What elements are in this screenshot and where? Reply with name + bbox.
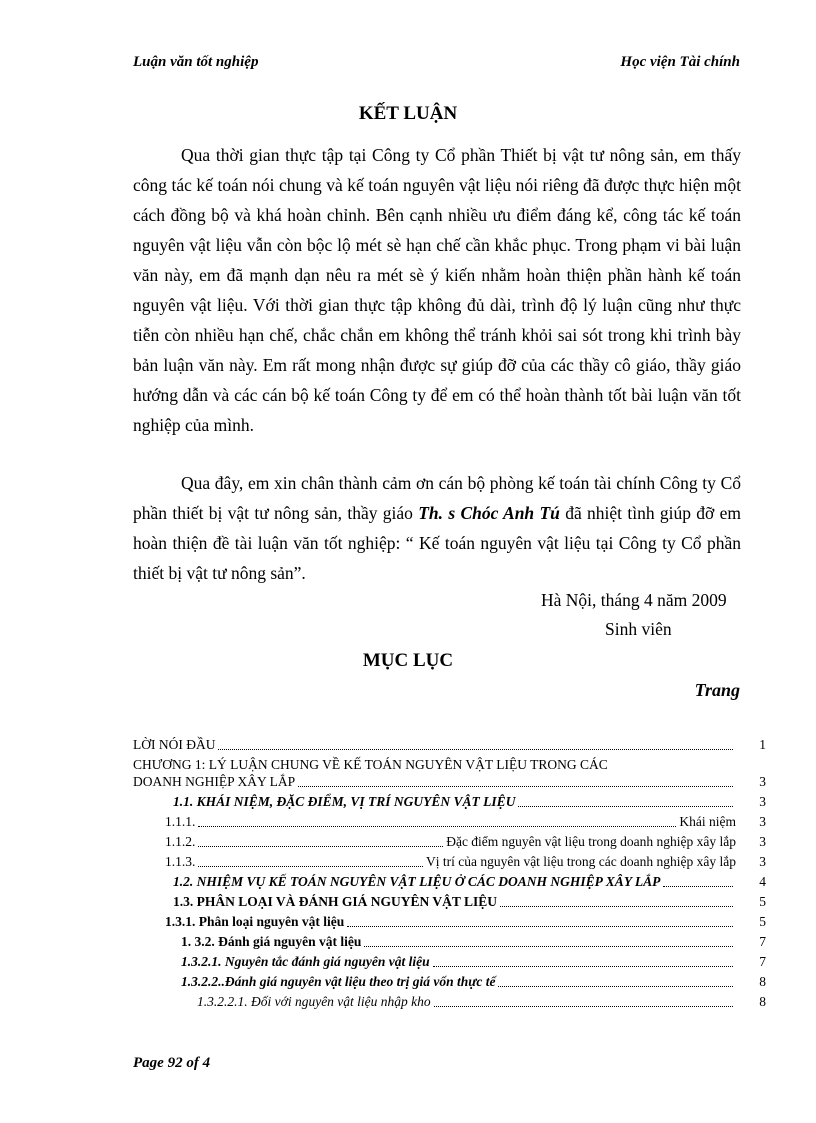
toc-entry[interactable]: 1.3.2.2..Đánh giá nguyên vật liệu theo trị giá vốn thực tế 8 <box>181 974 766 989</box>
toc-entry[interactable]: 1. 3.2. Đánh giá nguyên vật liệu 7 <box>181 934 766 949</box>
toc-entry[interactable]: 1.1.1. Khái niệm 3 <box>165 814 766 829</box>
toc-entry[interactable]: 1.1. KHÁI NIỆM, ĐẶC ĐIỂM, VỊ TRÍ NGUYÊN VẬT LIỆU 3 <box>173 794 766 809</box>
signature-date: Hà Nội, tháng 4 năm 2009 <box>541 590 727 610</box>
conclusion-paragraph-2: Qua đây, em xin chân thành cảm ơn cán bộ phòng kế toán tài chính Công ty Cổ phần thiết bị vật tư nông sản, thầy giáo Th. s Chóc Anh Tú đã nhiệt tình giúp đỡ em hoàn thiện đề tài luận văn tốt nghiệp: “ Kế toán nguyên vật liệu tại Công ty Cổ phần thiết bị vật tư nông sản”. <box>133 473 741 583</box>
toc-page-label: Trang <box>694 680 740 700</box>
toc-entry[interactable]: 1.1.2. Đặc điểm nguyên vật liệu trong doanh nghiệp xây lắp 3 <box>165 834 766 849</box>
conclusion-paragraph-1: Qua thời gian thực tập tại Công ty Cổ phần Thiết bị vật tư nông sản, em thấy công tác kế toán nói chung và kế toán nguyên vật liệu nói riêng đã được thực hiện một cách đồng bộ và khá hoàn chỉnh. Bên cạnh nhiều ưu điểm đáng kể, công tác kế toán nguyên vật liệu vẫn còn bộc lộ mét sè hạn chế cần khắc phục. Trong phạm vi bài luận văn này, em đã mạnh dạn nêu ra mét sè ý kiến nhằm hoàn thiện phần hành kế toán nguyên vật liệu. Với thời gian thực tập không đủ dài, trình độ lý luận cũng như thực tiễn còn nhiều hạn chế, chắc chắn em không thể tránh khỏi sai sót trong khi trình bày bản luận văn này. Em rất mong nhận được sự giúp đỡ của các thầy cô giáo, thầy giáo hướng dẫn và các cán bộ kế toán Công ty để em có thể hoàn thành tốt bài luận văn tốt nghiệp của mình. <box>133 145 741 435</box>
toc-title: MỤC LỤC <box>362 650 454 671</box>
toc-entry[interactable]: 1.2. NHIỆM VỤ KẾ TOÁN NGUYÊN VẬT LIỆU Ở CÁC DOANH NGHIỆP XÂY LẮP 4 <box>173 874 766 889</box>
toc-entry[interactable]: 1.3.2.1. Nguyên tắc đánh giá nguyên vật liệu 7 <box>181 954 766 969</box>
toc-entry[interactable]: CHƯƠNG 1: LÝ LUẬN CHUNG VỀ KẾ TOÁN NGUYÊN VẬT LIỆU TRONG CÁC <box>133 757 608 772</box>
header-left: Luận văn tốt nghiệp <box>133 54 259 70</box>
table-of-contents <box>133 736 766 1013</box>
toc-entry[interactable]: 1.3.2.2.1. Đối với nguyên vật liệu nhập kho 8 <box>197 994 766 1009</box>
advisor-name: Th. s Chóc Anh Tú <box>418 503 560 523</box>
conclusion-title: KẾT LUẬN <box>358 103 458 124</box>
toc-entry[interactable]: LỜI NÓI ĐẦU 1 <box>133 737 766 752</box>
signature-role: Sinh viên <box>605 619 672 639</box>
header-right: Học viện Tài chính <box>620 54 740 70</box>
toc-entry[interactable]: 1.3.1. Phân loại nguyên vật liệu 5 <box>165 914 766 929</box>
page-footer: Page 92 of 4 <box>133 1055 211 1071</box>
toc-entry[interactable]: 1.3. PHÂN LOẠI VÀ ĐÁNH GIÁ NGUYÊN VẬT LIỆU 5 <box>173 894 766 909</box>
toc-entry[interactable]: 1.1.3. Vị trí của nguyên vật liệu trong các doanh nghiệp xây lắp 3 <box>165 854 766 869</box>
toc-entry-continued[interactable]: DOANH NGHIỆP XÂY LẮP 3 <box>133 774 766 789</box>
